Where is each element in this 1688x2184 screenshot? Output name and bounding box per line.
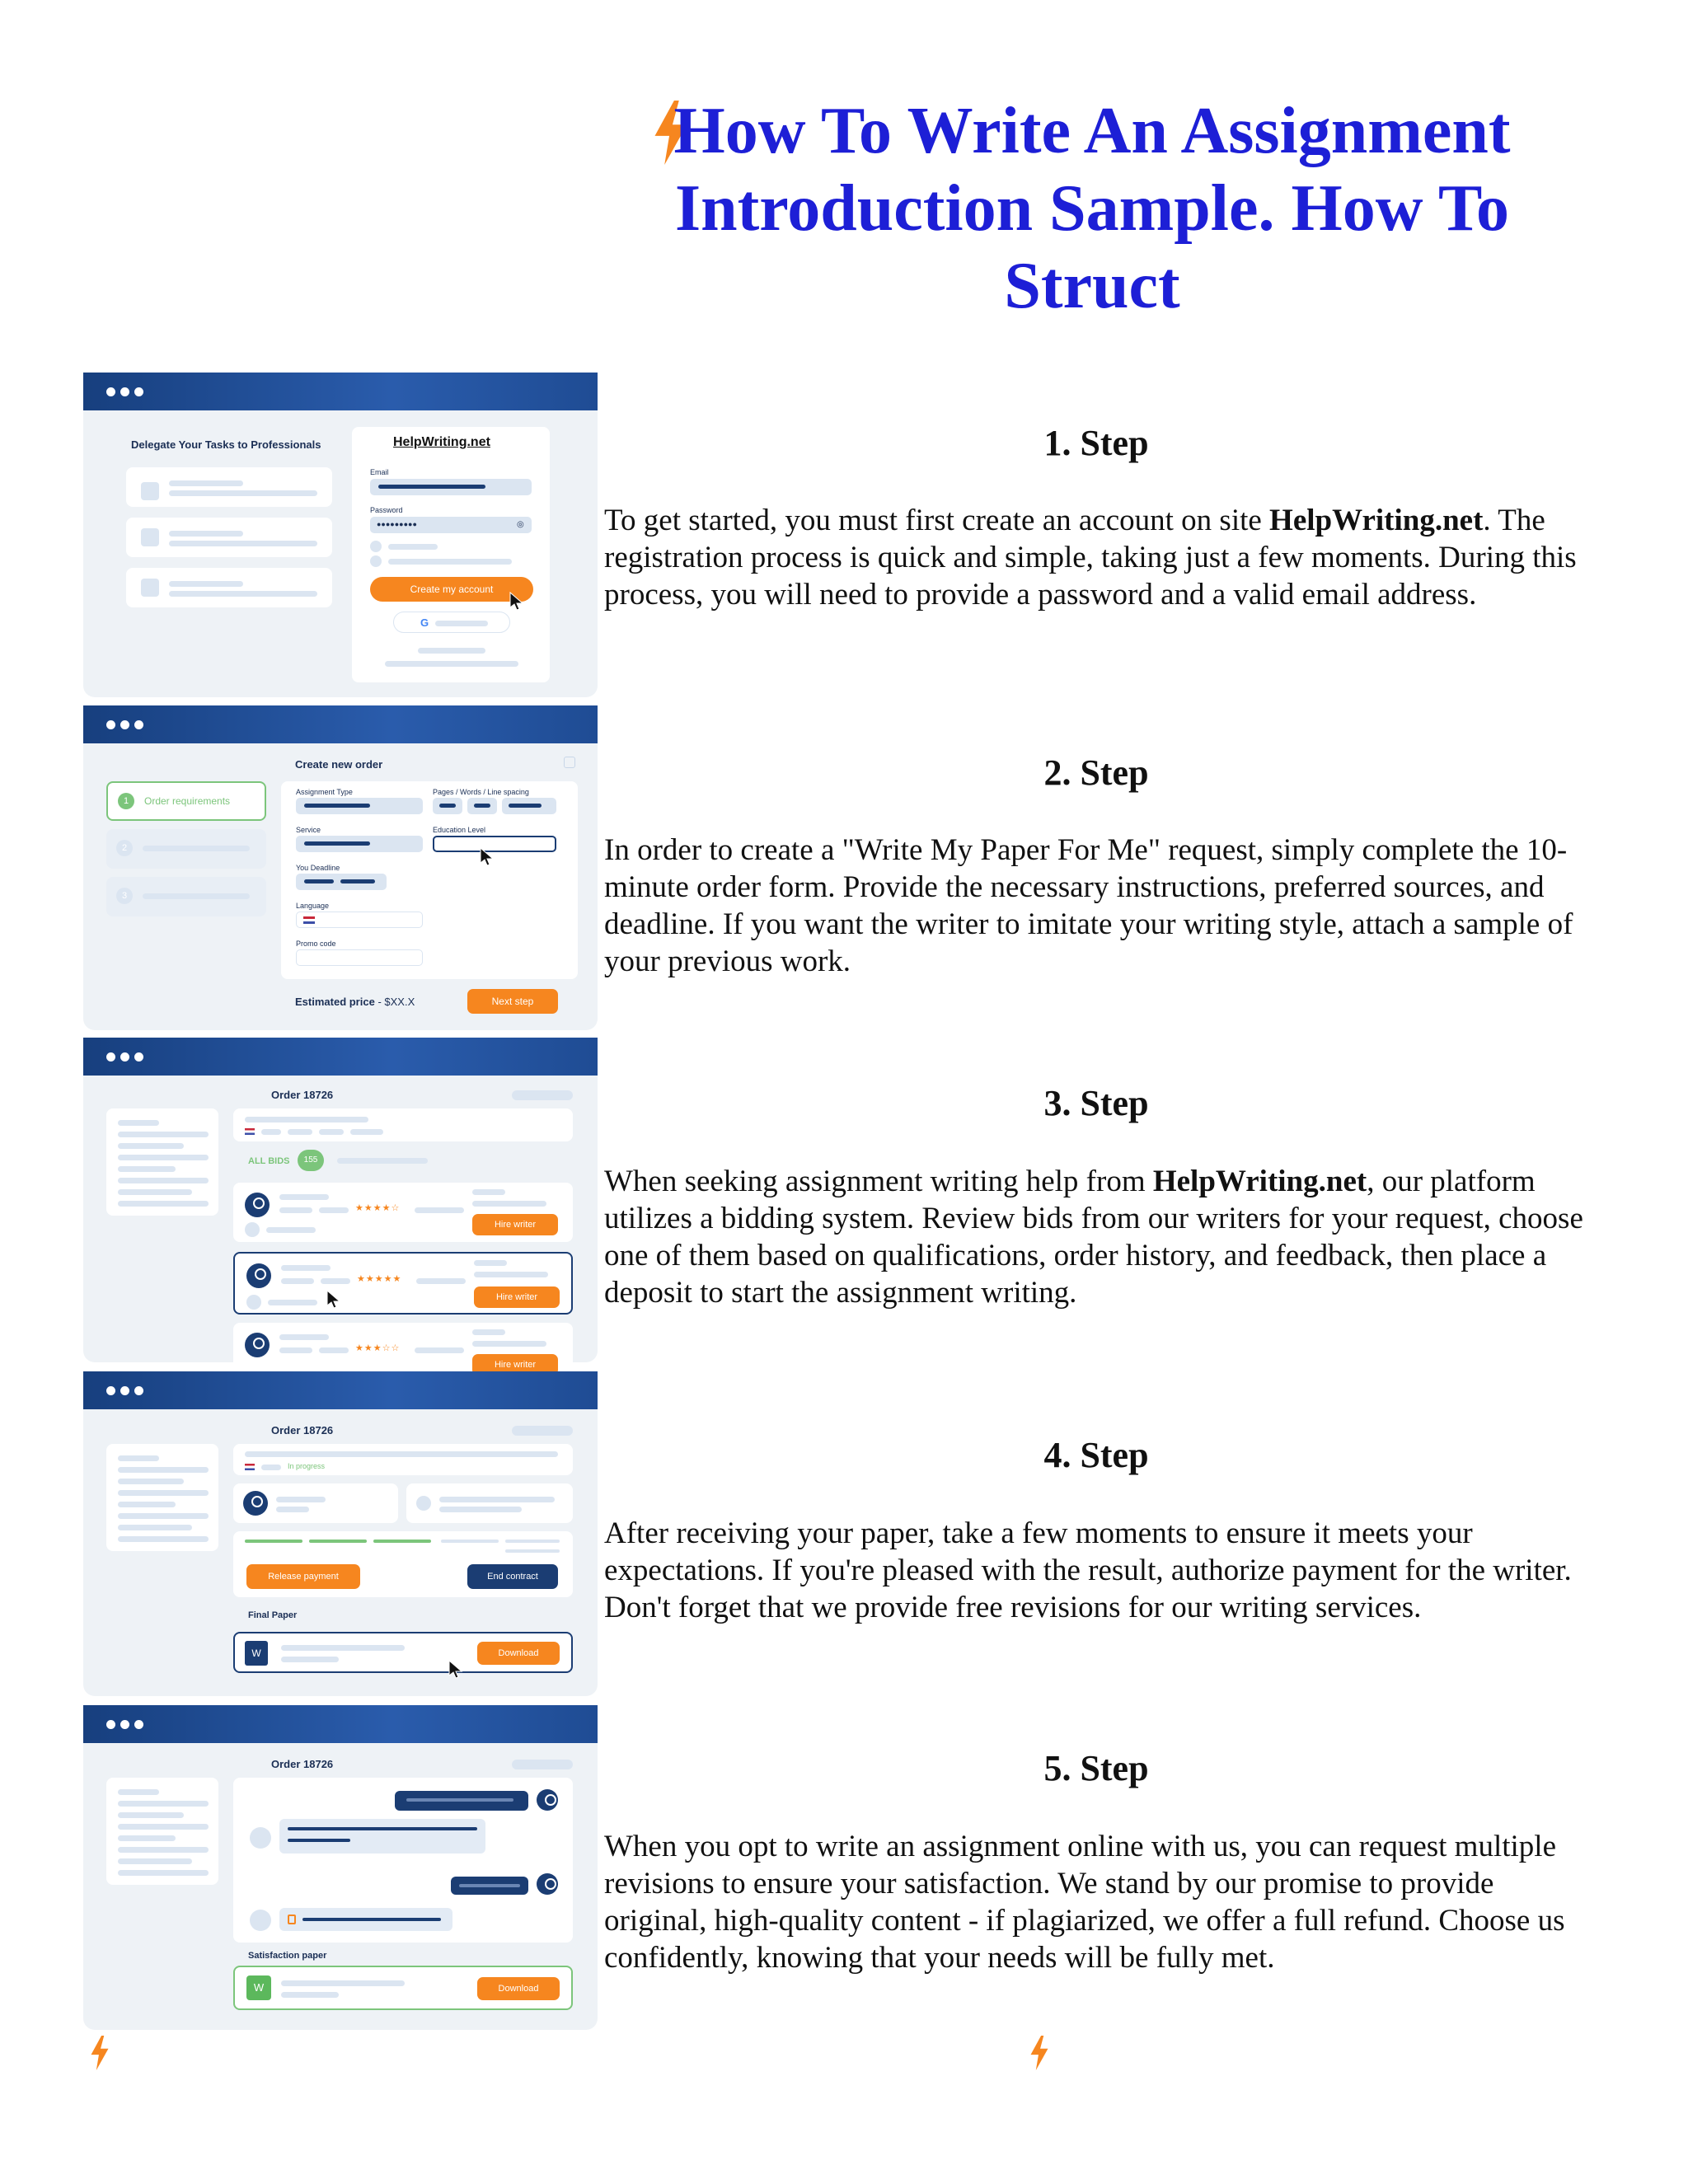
next-step-button[interactable]: Next step — [467, 989, 558, 1014]
document-icon: W — [246, 1975, 271, 2000]
order-form-fields: Assignment Type Pages / Words / Line spacing Service Education Level You Deadline Language Promo code — [281, 781, 578, 979]
final-paper-file[interactable] — [233, 1632, 573, 1673]
step-5-heading: 5. Step — [1043, 1748, 1149, 1788]
user-avatar — [537, 1873, 558, 1895]
order-summary — [233, 1444, 573, 1475]
brand-logo: HelpWriting.net — [393, 435, 490, 449]
step-2-text: In order to create a "Write My Paper For Me" request, simply complete the 10-minute order form. Provide the necessary instructions, preferred sources, and deadline. If you want the writer to imitate your writing style, attach a sample of your previous work. — [604, 833, 1573, 978]
message-bubble — [279, 1819, 485, 1854]
order-form-screenshot — [83, 705, 598, 1030]
sidebar — [106, 1778, 218, 1885]
rating-stars: ★★★★☆ — [355, 1203, 401, 1213]
wizard-step-2[interactable]: 2 — [106, 829, 266, 869]
order-title: Order 18726 — [271, 1424, 334, 1436]
bids-count-badge: 155 — [298, 1150, 324, 1171]
bid-card-selected[interactable] — [233, 1252, 573, 1315]
message-bubble — [395, 1791, 528, 1811]
sidebar — [106, 1444, 218, 1551]
lightning-bolt-icon — [1029, 2036, 1050, 2070]
rating-stars: ★★★☆☆ — [355, 1343, 401, 1353]
satisfaction-paper-file[interactable] — [233, 1966, 573, 2010]
hire-writer-button[interactable]: Hire writer — [474, 1286, 560, 1308]
chat-thread — [233, 1778, 573, 1943]
message-bubble — [451, 1877, 528, 1895]
customer-card — [406, 1483, 573, 1523]
brand-name: HelpWriting.net — [1269, 504, 1484, 537]
mouse-cursor-icon — [326, 1290, 342, 1310]
mouse-cursor-icon — [509, 592, 525, 612]
release-payment-button[interactable]: Release payment — [246, 1564, 360, 1589]
rating-stars: ★★★★★ — [357, 1274, 402, 1284]
spacing-field[interactable] — [502, 798, 556, 814]
page-title: How To Write An Assignment Introduction Sample. How To Struct — [673, 95, 1511, 322]
user-avatar — [537, 1789, 558, 1811]
hire-writer-button[interactable]: Hire writer — [472, 1354, 558, 1376]
satisfaction-paper-label: Satisfaction paper — [248, 1951, 327, 1961]
browser-bar — [83, 373, 598, 410]
document-icon: W — [245, 1641, 268, 1666]
password-label: Password — [370, 506, 403, 514]
language-select[interactable] — [296, 912, 423, 928]
promo-code-input[interactable] — [296, 949, 423, 966]
tagline: Delegate Your Tasks to Professionals — [131, 438, 321, 451]
order-title: Order 18726 — [271, 1758, 334, 1770]
download-button[interactable]: Download — [477, 1642, 560, 1665]
create-account-button[interactable]: Create my account — [370, 577, 533, 602]
step-5-text: When you opt to write an assignment online with us, you can request multiple revisions to ensure your satisfaction. We stand by our promise to provide original, high-quality content - if plagiarized, we offer a full refund. Choose us confidently, knowing that your needs will be fully met. — [604, 1830, 1565, 1975]
step-4-text: After receiving your paper, take a few moments to ensure it meets your expectations. If you're pleased with the result, authorize payment for the writer. Don't forget that we provide free revisions for our writing services. — [604, 1516, 1572, 1624]
attachment-icon — [288, 1915, 296, 1924]
payment-actions — [233, 1531, 573, 1597]
bids-screenshot — [83, 1038, 598, 1370]
writer-avatar — [243, 1491, 268, 1516]
lightning-bolt-icon — [89, 2036, 110, 2070]
step-4-heading: 4. Step — [1043, 1435, 1149, 1475]
email-label: Email — [370, 468, 389, 476]
us-flag-icon — [303, 916, 315, 924]
order-summary — [233, 1108, 573, 1141]
step-2-heading: 2. Step — [1043, 752, 1149, 793]
mouse-cursor-icon — [448, 1660, 464, 1680]
payment-screenshot — [83, 1371, 598, 1696]
deadline-field[interactable] — [296, 874, 387, 890]
words-field[interactable] — [467, 798, 497, 814]
signup-form — [352, 427, 550, 682]
brand-name: HelpWriting.net — [1152, 1165, 1367, 1198]
wizard-step-1[interactable]: 1 Order requirements — [106, 781, 266, 821]
pages-field[interactable] — [433, 798, 462, 814]
sidebar — [106, 1108, 218, 1216]
mouse-cursor-icon — [479, 847, 495, 867]
step-3-heading: 3. Step — [1043, 1083, 1149, 1123]
end-contract-button[interactable]: End contract — [467, 1564, 558, 1589]
order-title: Order 18726 — [271, 1089, 334, 1101]
writer-avatar — [245, 1333, 270, 1357]
step-3-text: When seeking assignment writing help from HelpWriting.net, our platform utilizes a bidding system. Review bids from our writers for your request, choose one of them based on qualifications, order history, and feedback, then place a deposit to start the assignment writing. — [604, 1165, 1583, 1310]
writer-card — [233, 1483, 398, 1523]
service-select[interactable] — [296, 836, 423, 852]
chat-screenshot — [83, 1705, 598, 2030]
step-1-heading: 1. Step — [1043, 423, 1149, 463]
google-icon: G — [420, 616, 429, 629]
download-button[interactable]: Download — [477, 1977, 560, 2000]
bid-card[interactable] — [233, 1183, 573, 1242]
google-signin-button[interactable] — [393, 612, 510, 633]
password-field[interactable]: ●●●●●●●●● ◎ — [370, 517, 532, 533]
email-field[interactable] — [370, 479, 532, 495]
assignment-type-select[interactable] — [296, 798, 423, 814]
signup-screenshot — [83, 373, 598, 697]
writer-avatar — [246, 1263, 271, 1288]
wizard-step-3[interactable]: 3 — [106, 877, 266, 916]
all-bids-label: ALL BIDS — [248, 1156, 290, 1166]
step-1-text: To get started, you must first create an account on site HelpWriting.net. The registration process is quick and simple, taking just a few moments. During this process, you will need to provide a password and a valid email address. — [604, 504, 1577, 612]
message-bubble — [279, 1908, 452, 1931]
order-form-title: Create new order — [295, 758, 383, 771]
estimated-price: Estimated price - $XX.X — [295, 996, 415, 1008]
close-icon[interactable] — [564, 757, 575, 768]
writer-avatar — [245, 1193, 270, 1217]
final-paper-label: Final Paper — [248, 1610, 298, 1620]
hire-writer-button[interactable]: Hire writer — [472, 1214, 558, 1235]
eye-icon[interactable]: ◎ — [517, 520, 524, 529]
status-badge: In progress — [288, 1462, 326, 1470]
